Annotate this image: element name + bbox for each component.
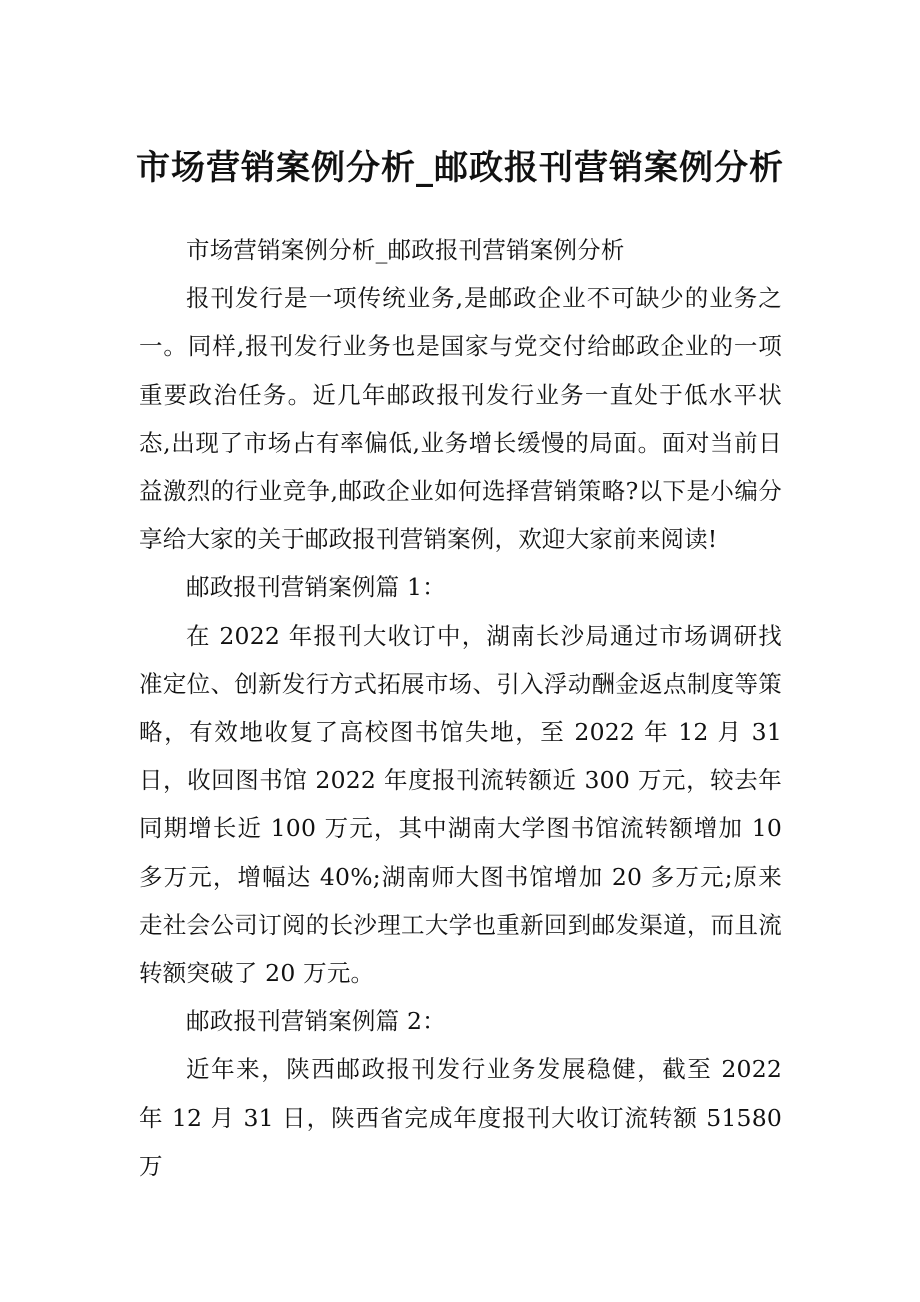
page-title: 市场营销案例分析_邮政报刊营销案例分析	[136, 148, 784, 188]
paragraph-case-1-heading: 邮政报刊营销案例篇 1：	[186, 573, 446, 602]
paragraph-intro: 报刊发行是一项传统业务,是邮政企业不可缺少的业务之一。同样,报刊发行业务也是国家与党交付给邮政企业的一项重要政治任务。近几年邮政报刊发行业务一直处于低水平状态,出现了市场占有率偏低,业务增长缓慢的局面。面对当前日益激烈的行业竞争,邮政企业如何选择营销策略?以下是小编分享给大家的关于邮政报刊营销案例，欢迎大家前来阅读!	[139, 284, 782, 554]
paragraph-case-1-body: 在 2022 年报刊大收订中，湖南长沙局通过市场调研找准定位、创新发行方式拓展市场、引入浮动酬金返点制度等策略，有效地收复了高校图书馆失地，至 2022 年 12 月 31 日，收回图书馆 2022 年度报刊流转额近 300 万元，较去年同期增长近 100 万元，其中湖南大学图书馆流转额增加 10 多万元，增幅达 40%;湖南师大图书馆增加 20 多万元;原来走社会公司订阅的长沙理工大学也重新回到邮发渠道，而且流转额突破了 20 万元。	[139, 621, 782, 988]
paragraph-case-2-body: 近年来，陕西邮政报刊发行业务发展稳健，截至 2022 年 12 月 31 日，陕西省完成年度报刊大收订流转额 51580 万	[139, 1055, 782, 1180]
paragraph-case-2-heading: 邮政报刊营销案例篇 2：	[186, 1007, 446, 1036]
document-body	[139, 226, 782, 1190]
paragraph-subtitle: 市场营销案例分析_邮政报刊营销案例分析	[186, 236, 625, 264]
